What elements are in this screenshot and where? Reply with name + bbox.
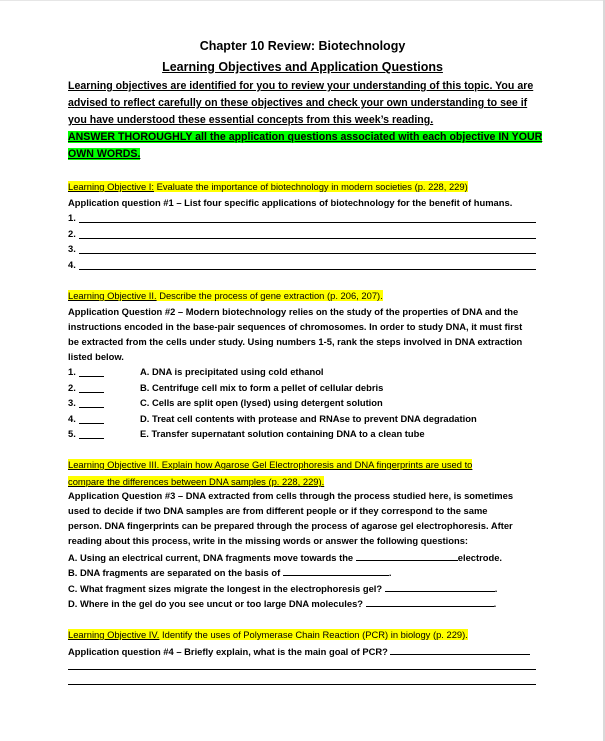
document-subtitle: Learning Objectives and Application Questions [162,60,443,74]
fill-in-item-b [68,566,391,578]
objective-1-label: Learning Objective I: [68,181,154,192]
fill-in-blank-b[interactable] [283,566,389,576]
fill-in-text: A. Using an electrical current, DNA fragments move towards the [68,552,356,563]
rank-blank-2[interactable] [79,392,104,393]
objective-3-label: Learning Objective III. [68,459,160,470]
answer-number: 4. [68,259,76,270]
answer-number: 1. [68,212,76,223]
question-3-line: Application Question #3 – DNA extracted from cells through the process studied here, is sometimes [68,490,514,501]
answer-number: 3. [68,243,76,254]
objective-3-text: Explain how Agarose Gel Electrophoresis and DNA fingerprints are used to [159,459,473,470]
objective-4-heading [68,626,468,643]
intro-line: Learning objectives are identified for you to review your understanding of this topic. You are [68,80,534,92]
objective-3-heading [68,456,472,490]
fill-in-blank-a[interactable] [356,551,458,561]
objective-1-text: Evaluate the importance of biotechnology in modern societies (p. 228, 229) [154,181,468,192]
fill-in-text: . [494,583,498,594]
question-2-line: Application Question #2 – Modern biotechnology relies on the study of the properties of DNA and the [68,306,519,317]
rank-number: 3. [68,397,76,408]
rank-number: 1. [68,366,76,377]
fill-in-text: B. DNA fragments are separated on the basis of [68,567,283,578]
answer-line-4[interactable] [79,269,536,270]
rank-number: 5. [68,428,76,439]
extraction-step: D. Treat cell contents with protease and RNAse to prevent DNA degradation [140,413,477,424]
objective-3-text: compare the differences between DNA samples (p. 228, 229). [68,476,325,487]
fill-in-text: C. What fragment sizes migrate the longest in the electrophoresis gel? [68,583,385,594]
intro-paragraph [68,78,543,163]
question-3-line: used to decide if two DNA samples are from different people or if they correspond to the same [68,505,488,516]
fill-in-text: . [493,598,497,609]
fill-in-text: . [388,567,392,578]
intro-line: advised to reflect carefully on these objectives and check your own understanding to see if [68,97,528,109]
objective-2-text: Describe the process of gene extraction (p. 206, 207). [156,290,383,301]
answer-instruction-line: ANSWER THOROUGHLY all the application questions associated with each objective IN YOUR [68,131,543,143]
objective-1-heading [68,178,468,195]
question-2-line: listed below. [68,351,124,362]
rank-blank-3[interactable] [79,407,104,408]
fill-in-item-a [68,551,502,563]
fill-in-blank-d[interactable] [366,597,494,607]
document-title: Chapter 10 Review: Biotechnology [199,39,406,53]
extraction-step: B. Centrifuge cell mix to form a pellet of cellular debris [140,382,384,393]
answer-line-pcr-2[interactable] [68,684,536,685]
objective-2-heading [68,287,383,304]
rank-blank-1[interactable] [79,376,104,377]
fill-in-item-d [68,597,496,609]
question-2-line: instructions encoded in the base-pair sequences of chromosomes. In order to study DNA, it must first [68,321,523,332]
fill-in-text: electrode. [457,552,503,563]
answer-instruction-line: OWN WORDS. [68,148,141,160]
question-4-text: Application question #4 – Briefly explain, what is the main goal of PCR? [68,646,391,657]
objective-4-label: Learning Objective IV. [68,629,160,640]
page-top-border [0,0,605,1]
answer-line-pcr-1[interactable] [68,669,536,670]
fill-in-text: D. Where in the gel do you see uncut or too large DNA molecules? [68,598,366,609]
fill-in-item-c [68,582,497,594]
fill-in-blank-c[interactable] [385,582,495,592]
rank-blank-5[interactable] [79,438,104,439]
extraction-step: A. DNA is precipitated using cold ethanol [140,366,324,377]
answer-line-2[interactable] [79,238,536,239]
question-3-line: person. DNA fingerprints can be prepared through the process of agarose gel electrophoresis. After [68,520,513,531]
question-1: Application question #1 – List four specific applications of biotechnology for the benefit of humans. [68,197,513,208]
answer-line-3[interactable] [79,253,536,254]
objective-2-label: Learning Objective II. [68,290,157,301]
extraction-step: E. Transfer supernatant solution containing DNA to a clean tube [140,428,425,439]
question-3-line: reading about this process, write in the missing words or answer the following questions: [68,535,469,546]
rank-number: 2. [68,382,76,393]
question-4-blank[interactable] [390,645,530,655]
objective-4-text: Identify the uses of Polymerase Chain Reaction (PCR) in biology (p. 229). [159,629,468,640]
extraction-step: C. Cells are split open (lysed) using detergent solution [140,397,383,408]
rank-number: 4. [68,413,76,424]
intro-line: you have understood these essential concepts from this week’s reading. [68,114,434,126]
rank-blank-4[interactable] [79,423,104,424]
question-4 [68,645,530,657]
question-2-line: be extracted from the cells under study. Using numbers 1-5, rank the steps involved in DNA extraction [68,336,523,347]
answer-number: 2. [68,228,76,239]
answer-line-1[interactable] [79,222,536,223]
